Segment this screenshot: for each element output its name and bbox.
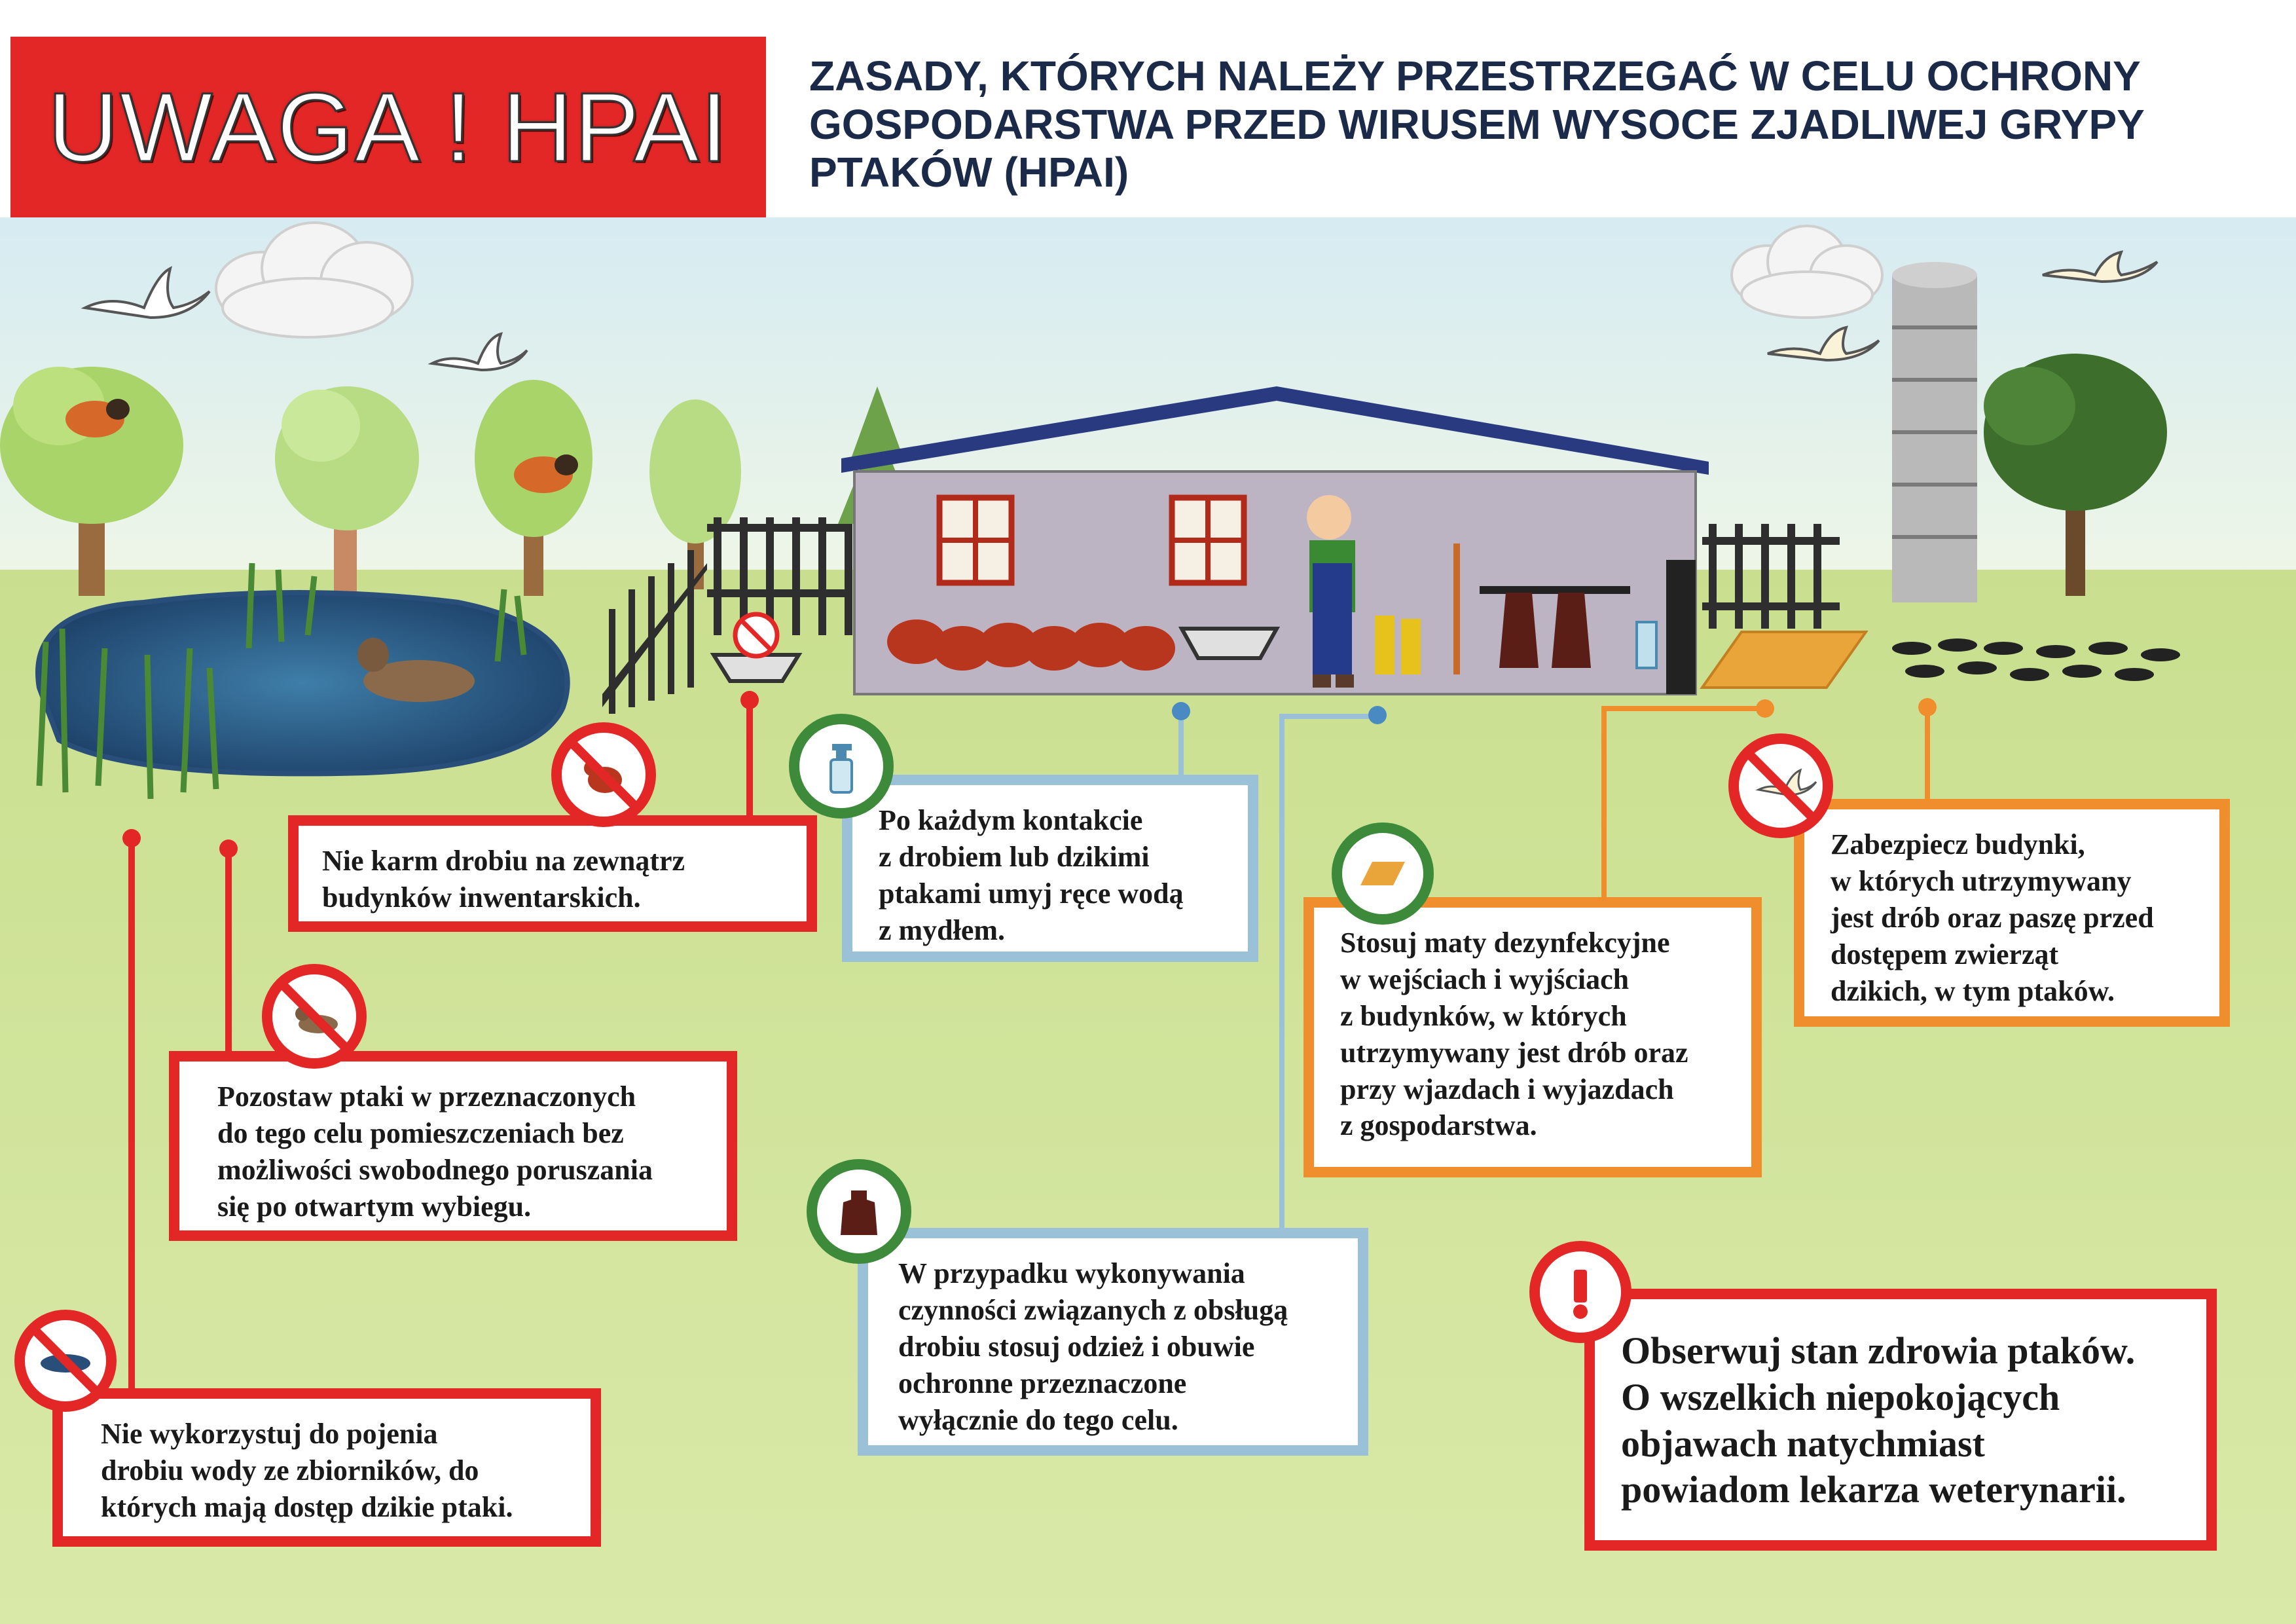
- rule-line: się po otwartym wybiegu.: [217, 1190, 532, 1223]
- rule-line: Nie wykorzystuj do pojenia: [101, 1418, 438, 1450]
- connector-dot: [1172, 702, 1190, 720]
- rule-line: Stosuj maty dezynfekcyjne: [1340, 927, 1670, 959]
- silo: [1892, 262, 1977, 602]
- rule-line: O wszelkich niepokojących: [1621, 1375, 2060, 1418]
- connector-clothes-v: [1279, 714, 1285, 1228]
- rule-line: drobiu stosuj odzież i obuwie: [898, 1330, 1255, 1363]
- rule-observe-box: [1584, 1289, 2217, 1551]
- rule-line: ochronne przeznaczone: [898, 1367, 1187, 1399]
- rule-line: do tego celu pomieszczeniach bez: [217, 1116, 624, 1149]
- rule-line: przy wjazdach i wyjazdach: [1340, 1073, 1674, 1105]
- rule-line: Obserwuj stan zdrowia ptaków.: [1621, 1329, 2136, 1372]
- rule-line: dostępem zwierząt: [1831, 938, 2059, 970]
- rule-line: których mają dostęp dzikie ptaki.: [101, 1490, 513, 1523]
- rule-line: Po każdym kontakcie: [879, 804, 1143, 836]
- rule-line: możliwości swobodnego poruszania: [217, 1153, 653, 1186]
- rule-clothes-box: [858, 1228, 1368, 1456]
- spray-bottle-icon: [789, 714, 894, 819]
- apron-icon: [807, 1159, 911, 1264]
- rule-feed-box: [288, 815, 817, 932]
- rule-line: Zabezpiecz budynki,: [1831, 828, 2085, 860]
- rule-line: z gospodarstwa.: [1340, 1109, 1537, 1142]
- no-duck-icon: [262, 964, 367, 1069]
- connector-secure: [1925, 707, 1930, 803]
- connector-dot: [740, 691, 759, 709]
- rule-line: Nie karm drobiu na zewnątrz: [322, 845, 685, 877]
- connector-feed: [746, 701, 753, 819]
- connector-dot: [1918, 698, 1937, 716]
- rule-line: w wejściach i wyjściach: [1340, 963, 1630, 995]
- connector-clothes: [1283, 714, 1375, 719]
- title-banner: [10, 37, 766, 217]
- rule-line: z drobiem lub dzikimi: [879, 840, 1150, 873]
- rule-line: ptakami umyj ręce wodą: [879, 877, 1184, 910]
- connector-mats-v: [1601, 706, 1607, 904]
- connector-mats: [1601, 706, 1758, 711]
- connector-dot: [122, 829, 141, 847]
- rule-line: drobiu wody ze zbiorników, do: [101, 1454, 479, 1486]
- no-wild-bird-icon: [1728, 733, 1833, 838]
- rule-wash-box: [842, 775, 1258, 962]
- rule-line: jest drób oraz paszę przed: [1831, 901, 2154, 934]
- disinfection-mat-icon: [1332, 822, 1434, 925]
- no-water-dish-icon: [14, 1310, 117, 1412]
- rule-line: z mydłem.: [879, 913, 1006, 946]
- connector-dot: [1368, 706, 1387, 724]
- rule-keep-box: [169, 1051, 737, 1241]
- rule-line: dzikich, w tym ptaków.: [1831, 974, 2115, 1007]
- rule-secure-box: [1794, 799, 2230, 1027]
- rule-line: w których utrzymywany: [1831, 864, 2132, 897]
- connector-dot: [1756, 699, 1774, 718]
- farmer: [1307, 495, 1355, 688]
- rule-line: budynków inwentarskich.: [322, 881, 641, 913]
- rule-line: objawach natychmiast: [1621, 1422, 1985, 1465]
- rule-line: Pozostaw ptaki w przeznaczonych: [217, 1080, 636, 1113]
- connector-keep: [225, 848, 232, 1058]
- rule-line: z budynków, w których: [1340, 999, 1627, 1032]
- rule-line: wyłącznie do tego celu.: [898, 1403, 1178, 1436]
- rule-line: powiadom lekarza weterynarii.: [1621, 1468, 2126, 1511]
- connector-dot: [219, 840, 238, 858]
- headline: [809, 52, 2250, 197]
- connector-water: [128, 838, 135, 1388]
- headline-line: GOSPODARSTWA PRZED WIRUSEM WYSOCE ZJADLIWEJ GRYPY: [809, 100, 2145, 148]
- exclamation-icon: [1529, 1241, 1631, 1343]
- rule-line: czynności związanych z obsługą: [898, 1293, 1288, 1326]
- connector-wash: [1178, 714, 1184, 783]
- title-text: UWAGA ! HPAI: [47, 71, 729, 182]
- rule-line: utrzymywany jest drób oraz: [1340, 1036, 1688, 1069]
- no-hen-icon: [551, 722, 656, 827]
- rule-mats-box: [1303, 897, 1762, 1177]
- rule-water-box: [52, 1388, 601, 1547]
- rule-line: W przypadku wykonywania: [898, 1257, 1245, 1289]
- headline-line: ZASADY, KTÓRYCH NALEŻY PRZESTRZEGAĆ W CELU OCHRONY: [809, 52, 2141, 100]
- headline-line: PTAKÓW (HPAI): [809, 149, 1129, 196]
